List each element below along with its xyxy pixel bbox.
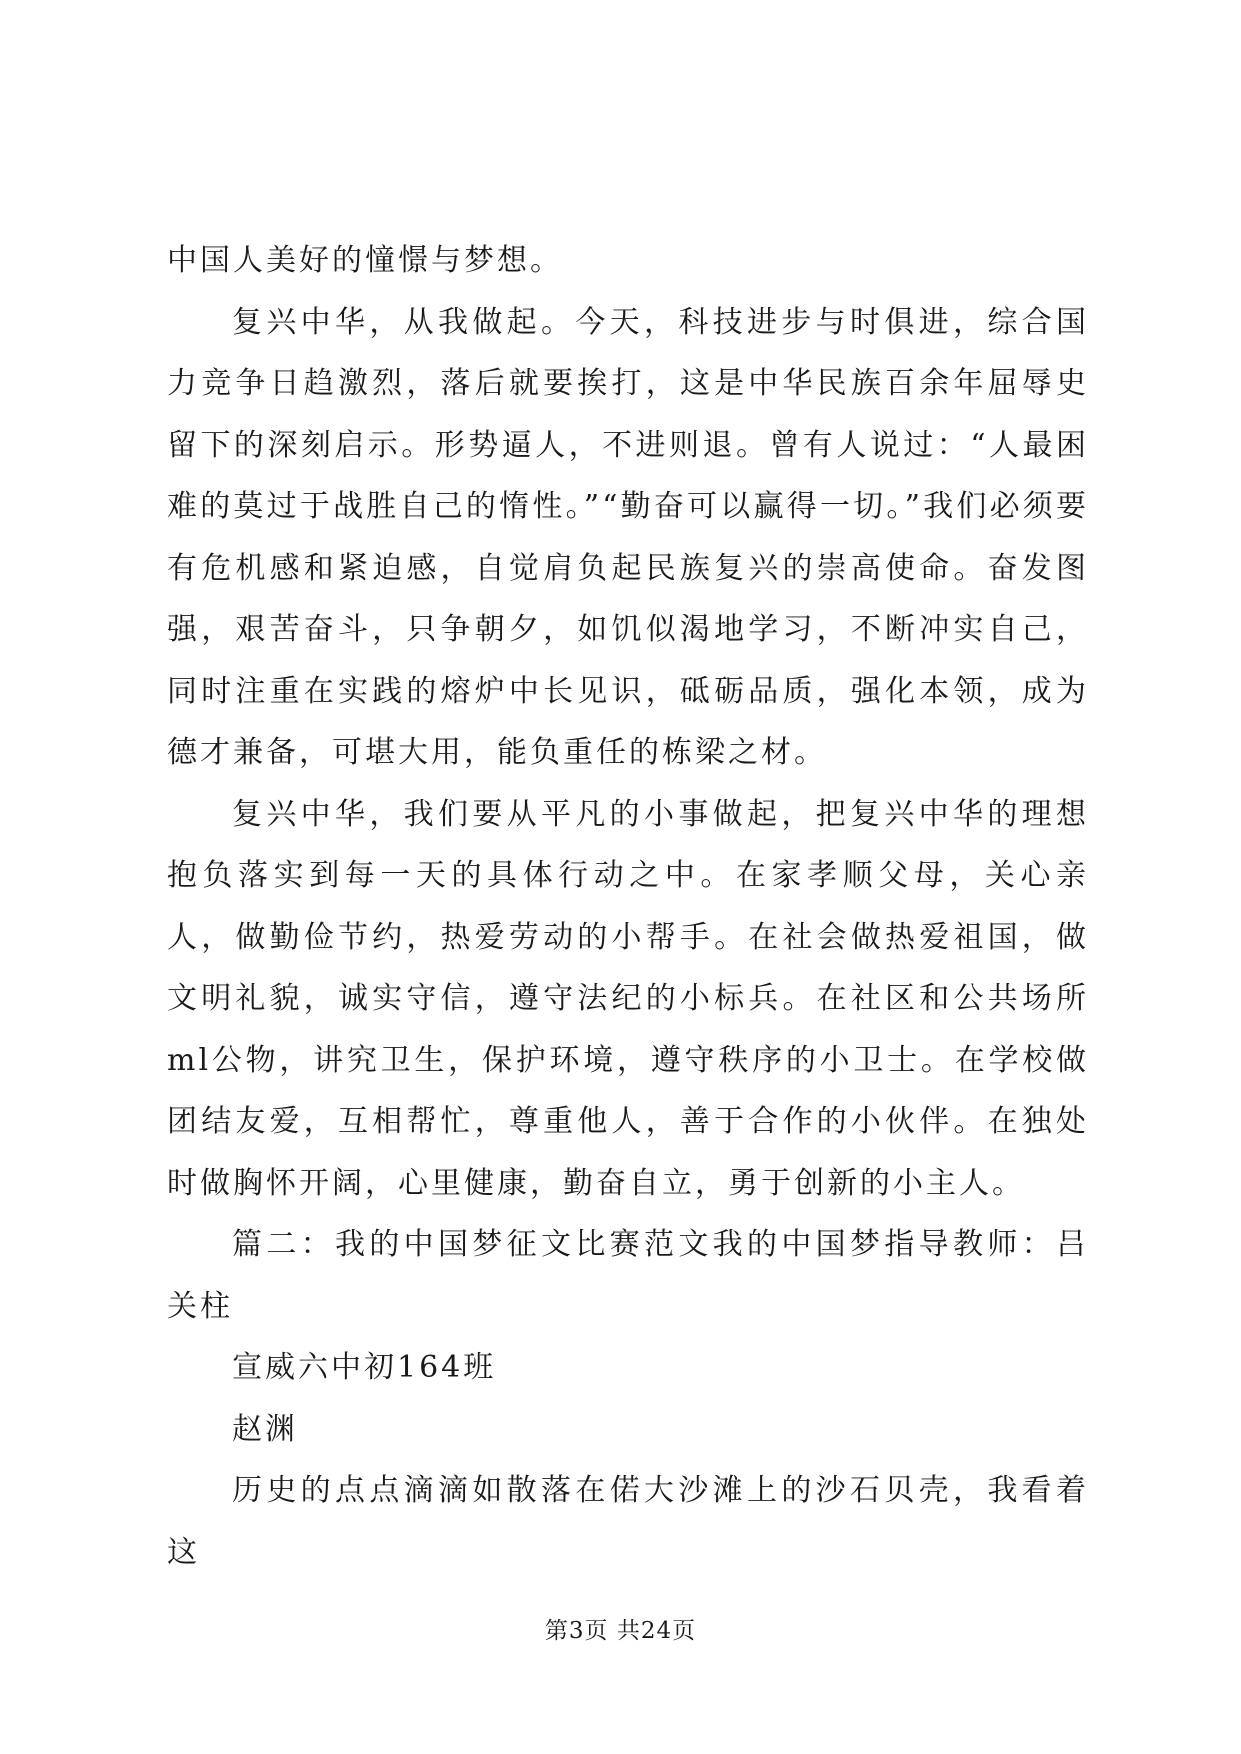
paragraph-2: 复兴中华，从我做起。今天，科技进步与时俱进，综合国力竞争日趋激烈，落后就要挨打，这是中华民族百余年屈辱史留下的深刻启示。形势逼人，不进则退。曾有人说过：“人最困难的莫过于战胜自己的惰性。”“勤奋可以赢得一切。”我们必须要有危机感和紧迫感，自觉肩负起民族复兴的崇高使命。奋发图强，艰苦奋斗，只争朝夕，如饥似渴地学习，不断冲实自己，同时注重在实践的熔炉中长见识，砥砺品质，强化本领，成为德才兼备，可堪大用，能负重任的栋梁之材。 — [167, 304, 1089, 770]
paragraph-4: 历史的点点滴滴如散落在偌大沙滩上的沙石贝壳，我看着这 — [167, 1473, 1089, 1570]
document-body — [167, 230, 1089, 1583]
paragraph-1: 中国人美好的憧憬与梦想。 — [167, 243, 563, 278]
page-number-footer: 第3页 共24页 — [544, 1618, 697, 1644]
section-heading: 篇二：我的中国梦征文比赛范文我的中国梦指导教师：吕关柱 — [167, 1227, 1089, 1324]
author-name: 赵渊 — [232, 1411, 298, 1447]
paragraph-3: 复兴中华，我们要从平凡的小事做起，把复兴中华的理想抱负落实到每一天的具体行动之中。在家孝顺父母，关心亲人，做勤俭节约，热爱劳动的小帮手。在社会做热爱祖国，做文明礼貌，诚实守信，遵守法纪的小标兵。在社区和公共场所ml公物，讲究卫生，保护环境，遵守秩序的小卫士。在学校做团结友爱，互相帮忙，尊重他人，善于合作的小伙伴。在独处时做胸怀开阔，心里健康，勤奋自立，勇于创新的小主人。 — [167, 796, 1089, 1201]
author-class: 宣威六中初164班 — [232, 1350, 497, 1385]
